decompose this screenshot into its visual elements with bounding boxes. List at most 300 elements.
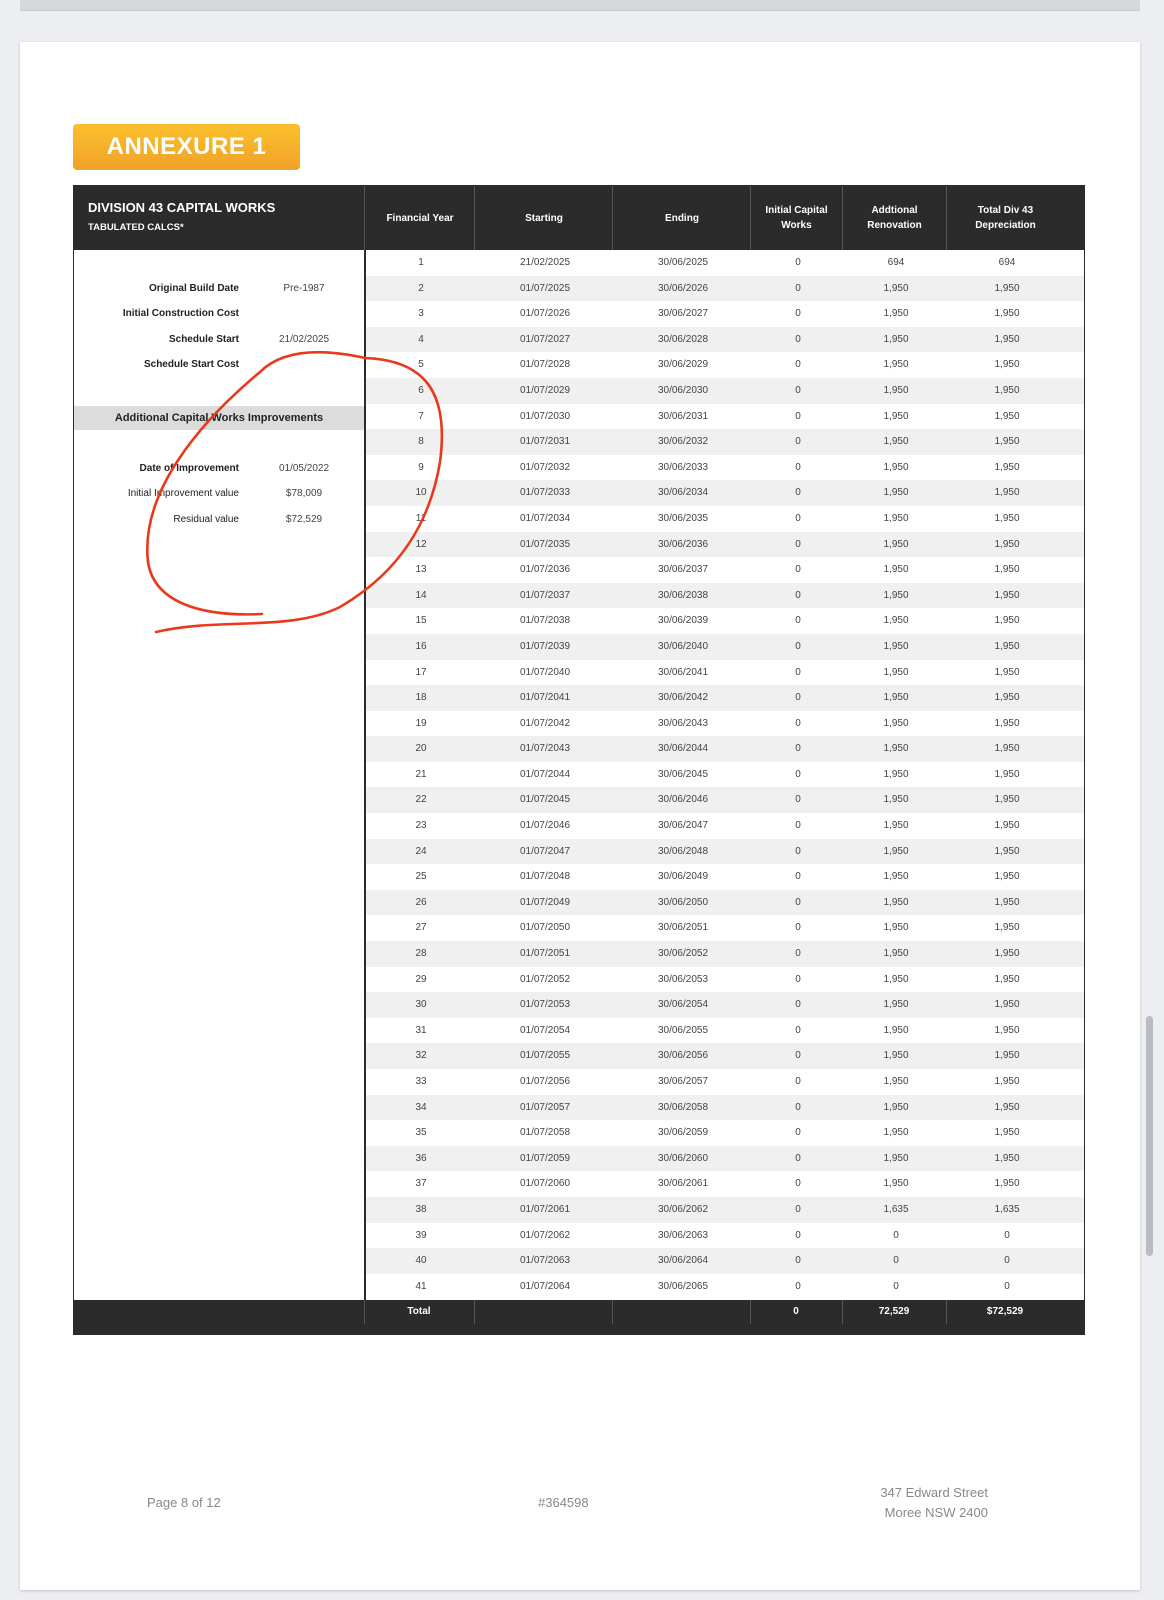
table-row (366, 1120, 1084, 1146)
total-separator (612, 1300, 613, 1324)
cell-additional-renovation: 1,950 (883, 1127, 909, 1139)
cell-ending: 30/06/2044 (657, 743, 709, 755)
cell-initial-capital-works: 0 (795, 384, 801, 396)
cell-year: 21 (415, 768, 427, 780)
cell-total-depreciation: 1,950 (994, 461, 1020, 473)
cell-total-depreciation: 1,950 (994, 359, 1020, 371)
cell-additional-renovation: 1,950 (883, 743, 909, 755)
cell-total-depreciation: 0 (1004, 1229, 1010, 1241)
cell-ending: 30/06/2062 (657, 1203, 709, 1215)
cell-initial-capital-works: 0 (795, 1229, 801, 1241)
cell-year: 38 (415, 1203, 427, 1215)
cell-additional-renovation: 1,950 (883, 308, 909, 320)
cell-year: 26 (415, 896, 427, 908)
total-separator (364, 1300, 365, 1324)
cell-total-depreciation: 694 (998, 257, 1016, 268)
cell-ending: 30/06/2061 (657, 1178, 709, 1190)
table-row (366, 608, 1084, 634)
cell-starting: 01/07/2062 (519, 1229, 571, 1241)
cell-total-depreciation: 1,950 (994, 948, 1020, 960)
table-row (366, 506, 1084, 532)
cell-ending: 30/06/2038 (657, 589, 709, 601)
table-row (366, 1197, 1084, 1223)
cell-additional-renovation: 1,950 (883, 436, 909, 448)
cell-starting: 01/07/2035 (519, 538, 571, 550)
total-row (74, 1300, 1084, 1334)
cell-additional-renovation: 1,950 (883, 768, 909, 780)
cell-total-depreciation: 1,950 (994, 794, 1020, 806)
cell-total-depreciation: 1,950 (994, 717, 1020, 729)
cell-total-depreciation: 1,950 (994, 1101, 1020, 1113)
cell-year: 1 (418, 257, 424, 268)
cell-year: 31 (415, 1024, 427, 1036)
table-row (366, 1248, 1084, 1274)
cell-starting: 01/07/2047 (519, 845, 571, 857)
cell-total-depreciation: 1,950 (994, 1152, 1020, 1164)
cell-ending: 30/06/2052 (657, 948, 709, 960)
cell-total-depreciation: 1,950 (994, 1127, 1020, 1139)
cell-year: 35 (415, 1127, 427, 1139)
cell-initial-capital-works: 0 (795, 743, 801, 755)
schedule-start-cost-label: Schedule Start Cost (143, 359, 239, 370)
table-row (366, 557, 1084, 583)
cell-year: 8 (418, 436, 424, 448)
cell-additional-renovation: 1,950 (883, 487, 909, 499)
cell-total-depreciation: 1,950 (994, 1178, 1020, 1190)
table-row (366, 685, 1084, 711)
cell-ending: 30/06/2025 (657, 257, 709, 268)
cell-year: 15 (415, 615, 427, 627)
cell-year: 2 (418, 282, 424, 294)
cell-additional-renovation: 1,950 (883, 1050, 909, 1062)
cell-ending: 30/06/2042 (657, 692, 709, 704)
cell-initial-capital-works: 0 (795, 512, 801, 524)
footer-reference: #364598 (538, 1495, 589, 1510)
cell-starting: 01/07/2040 (519, 666, 571, 678)
cell-starting: 01/07/2041 (519, 692, 571, 704)
cell-additional-renovation: 1,950 (883, 640, 909, 652)
cell-additional-renovation: 1,950 (883, 845, 909, 857)
cell-total-depreciation: 1,950 (994, 973, 1020, 985)
cell-initial-capital-works: 0 (795, 1101, 801, 1113)
cell-initial-capital-works: 0 (795, 1203, 801, 1215)
date-of-improvement-value: 01/05/2022 (278, 463, 330, 474)
cell-initial-capital-works: 0 (795, 1024, 801, 1036)
cell-total-depreciation: 1,950 (994, 922, 1020, 934)
cell-starting: 01/07/2052 (519, 973, 571, 985)
cell-initial-capital-works: 0 (795, 282, 801, 294)
table-row (366, 1223, 1084, 1249)
cell-initial-capital-works: 0 (795, 1076, 801, 1087)
table-row (366, 967, 1084, 993)
cell-starting: 01/07/2033 (519, 487, 571, 499)
cell-additional-renovation: 1,950 (883, 615, 909, 627)
cell-initial-capital-works: 0 (795, 487, 801, 499)
table-row (366, 378, 1084, 404)
cell-ending: 30/06/2058 (657, 1101, 709, 1113)
cell-additional-renovation: 1,950 (883, 717, 909, 729)
cell-initial-capital-works: 0 (795, 973, 801, 985)
table-row (366, 762, 1084, 788)
cell-ending: 30/06/2047 (657, 820, 709, 832)
cell-year: 25 (415, 871, 427, 883)
cell-total-depreciation: 1,950 (994, 333, 1020, 345)
cell-additional-renovation: 1,950 (883, 692, 909, 704)
cell-starting: 01/07/2038 (519, 615, 571, 627)
cell-additional-renovation: 1,950 (883, 538, 909, 550)
initial-construction-cost-label: Initial Construction Cost (122, 308, 239, 319)
cell-ending: 30/06/2048 (657, 845, 709, 857)
schedule-start-label: Schedule Start (168, 334, 239, 345)
cell-ending: 30/06/2037 (657, 564, 709, 576)
schedule-start-value: 21/02/2025 (278, 334, 330, 345)
cell-ending: 30/06/2059 (657, 1127, 709, 1139)
cell-total-depreciation: 1,950 (994, 820, 1020, 832)
cell-additional-renovation: 1,950 (883, 1076, 909, 1087)
cell-year: 41 (415, 1280, 427, 1292)
date-of-improvement-label: Date of Improvement (139, 463, 239, 474)
cell-starting: 01/07/2057 (519, 1101, 571, 1113)
cell-additional-renovation: 1,950 (883, 461, 909, 473)
cell-additional-renovation: 1,950 (883, 820, 909, 832)
table-row (366, 787, 1084, 813)
cell-total-depreciation: 1,950 (994, 564, 1020, 576)
cell-ending: 30/06/2032 (657, 436, 709, 448)
table-row (366, 992, 1084, 1018)
cell-starting: 21/02/2025 (519, 257, 571, 268)
residual-value-label: Residual value (173, 514, 239, 525)
cell-starting: 01/07/2045 (519, 794, 571, 806)
cell-additional-renovation: 0 (893, 1229, 899, 1241)
cell-ending: 30/06/2065 (657, 1280, 709, 1292)
cell-initial-capital-works: 0 (795, 922, 801, 934)
cell-starting: 01/07/2046 (519, 820, 571, 832)
table-row (366, 1043, 1084, 1069)
additional-capital-works-heading: Additional Capital Works Improvements (74, 406, 364, 430)
cell-additional-renovation: 1,950 (883, 333, 909, 345)
cell-total-depreciation: 1,950 (994, 1076, 1020, 1087)
table-subtitle: TABULATED CALCS* (88, 222, 184, 233)
cell-initial-capital-works: 0 (795, 436, 801, 448)
cell-ending: 30/06/2027 (657, 308, 709, 320)
cell-initial-capital-works: 0 (795, 1280, 801, 1292)
cell-starting: 01/07/2026 (519, 308, 571, 320)
cell-additional-renovation: 1,950 (883, 359, 909, 371)
cell-year: 34 (415, 1101, 427, 1113)
cell-initial-capital-works: 0 (795, 999, 801, 1011)
cell-year: 10 (415, 487, 427, 499)
cell-starting: 01/07/2036 (519, 564, 571, 576)
cell-year: 24 (415, 845, 427, 857)
cell-additional-renovation: 1,950 (883, 589, 909, 601)
cell-additional-renovation: 1,950 (883, 564, 909, 576)
footer-address-line1: 347 Edward Street (880, 1485, 988, 1500)
cell-additional-renovation: 0 (893, 1255, 899, 1267)
cell-additional-renovation: 1,950 (883, 1152, 909, 1164)
cell-total-depreciation: 1,950 (994, 589, 1020, 601)
cell-additional-renovation: 1,950 (883, 384, 909, 396)
cell-starting: 01/07/2029 (519, 384, 571, 396)
cell-initial-capital-works: 0 (795, 333, 801, 345)
cell-year: 39 (415, 1229, 427, 1241)
cell-additional-renovation: 0 (893, 1280, 899, 1292)
cell-starting: 01/07/2028 (519, 359, 571, 371)
table-row (366, 583, 1084, 609)
cell-ending: 30/06/2028 (657, 333, 709, 345)
total-label: Total (407, 1306, 431, 1317)
cell-starting: 01/07/2030 (519, 410, 571, 422)
cell-total-depreciation: 1,950 (994, 487, 1020, 499)
cell-year: 22 (415, 794, 427, 806)
cell-total-depreciation: 1,950 (994, 768, 1020, 780)
original-build-date-label: Original Build Date (148, 283, 239, 294)
cell-year: 3 (418, 308, 424, 320)
cell-additional-renovation: 1,950 (883, 1101, 909, 1113)
cell-total-depreciation: 1,950 (994, 692, 1020, 704)
cell-year: 20 (415, 743, 427, 755)
cell-total-depreciation: 1,950 (994, 640, 1020, 652)
cell-year: 19 (415, 717, 427, 729)
cell-additional-renovation: 1,950 (883, 999, 909, 1011)
cell-ending: 30/06/2055 (657, 1024, 709, 1036)
cell-starting: 01/07/2039 (519, 640, 571, 652)
cell-ending: 30/06/2041 (657, 666, 709, 678)
cell-initial-capital-works: 0 (795, 794, 801, 806)
cell-year: 36 (415, 1152, 427, 1164)
annexure-badge: ANNEXURE 1 (73, 124, 300, 170)
capital-works-table (73, 185, 1085, 1335)
table-row (366, 352, 1084, 378)
cell-ending: 30/06/2045 (657, 768, 709, 780)
table-row (366, 429, 1084, 455)
cell-additional-renovation: 1,950 (883, 794, 909, 806)
cell-initial-capital-works: 0 (795, 308, 801, 320)
cell-additional-renovation: 1,950 (883, 1024, 909, 1036)
cell-additional-renovation: 1,950 (883, 1178, 909, 1190)
cell-year: 16 (415, 640, 427, 652)
cell-year: 6 (418, 384, 424, 396)
cell-initial-capital-works: 0 (795, 1050, 801, 1062)
cell-year: 12 (415, 538, 427, 550)
table-row (366, 941, 1084, 967)
cell-initial-capital-works: 0 (795, 948, 801, 960)
total-depreciation: $72,529 (986, 1306, 1024, 1317)
cell-total-depreciation: 1,950 (994, 1050, 1020, 1062)
table-row (366, 301, 1084, 327)
cell-additional-renovation: 1,950 (883, 896, 909, 908)
viewer-top-edge (20, 0, 1140, 11)
cell-total-depreciation: 1,950 (994, 845, 1020, 857)
cell-starting: 01/07/2043 (519, 743, 571, 755)
cell-starting: 01/07/2049 (519, 896, 571, 908)
cell-starting: 01/07/2050 (519, 922, 571, 934)
cell-ending: 30/06/2043 (657, 717, 709, 729)
initial-improvement-value-label: Initial Improvement value (127, 488, 239, 499)
cell-ending: 30/06/2039 (657, 615, 709, 627)
cell-initial-capital-works: 0 (795, 564, 801, 576)
cell-additional-renovation: 1,950 (883, 948, 909, 960)
cell-starting: 01/07/2031 (519, 436, 571, 448)
cell-starting: 01/07/2059 (519, 1152, 571, 1164)
cell-starting: 01/07/2032 (519, 461, 571, 473)
residual-value: $72,529 (285, 514, 323, 525)
cell-additional-renovation: 1,635 (883, 1203, 909, 1215)
cell-year: 27 (415, 922, 427, 934)
col-ending: Ending (612, 186, 751, 250)
cell-year: 14 (415, 589, 427, 601)
table-row (366, 711, 1084, 737)
table-row (366, 890, 1084, 916)
cell-year: 32 (415, 1050, 427, 1062)
cell-ending: 30/06/2056 (657, 1050, 709, 1062)
cell-additional-renovation: 1,950 (883, 666, 909, 678)
cell-total-depreciation: 1,950 (994, 538, 1020, 550)
cell-initial-capital-works: 0 (795, 871, 801, 883)
cell-ending: 30/06/2033 (657, 461, 709, 473)
depreciation-rows (366, 250, 1084, 1299)
cell-initial-capital-works: 0 (795, 768, 801, 780)
table-row (366, 1095, 1084, 1121)
cell-ending: 30/06/2040 (657, 640, 709, 652)
cell-total-depreciation: 1,950 (994, 615, 1020, 627)
table-row (366, 327, 1084, 353)
cell-initial-capital-works: 0 (795, 717, 801, 729)
col-total-depreciation: Total Div 43 Depreciation (946, 186, 1064, 250)
cell-year: 30 (415, 999, 427, 1011)
cell-total-depreciation: 1,950 (994, 666, 1020, 678)
vertical-scrollbar[interactable] (1146, 1016, 1153, 1256)
cell-initial-capital-works: 0 (795, 461, 801, 473)
table-row (366, 864, 1084, 890)
cell-starting: 01/07/2027 (519, 333, 571, 345)
table-row (366, 1146, 1084, 1172)
table-row (366, 1069, 1084, 1095)
cell-total-depreciation: 0 (1004, 1280, 1010, 1292)
cell-ending: 30/06/2064 (657, 1255, 709, 1267)
table-header (74, 186, 1084, 250)
initial-improvement-value: $78,009 (285, 488, 323, 499)
cell-starting: 01/07/2042 (519, 717, 571, 729)
cell-ending: 30/06/2049 (657, 871, 709, 883)
table-row (366, 480, 1084, 506)
col-financial-year: Financial Year (364, 186, 475, 250)
cell-starting: 01/07/2025 (519, 282, 571, 294)
cell-starting: 01/07/2056 (519, 1076, 571, 1087)
cell-year: 4 (418, 333, 424, 345)
table-row (366, 736, 1084, 762)
cell-ending: 30/06/2034 (657, 487, 709, 499)
col-starting: Starting (474, 186, 613, 250)
cell-starting: 01/07/2060 (519, 1178, 571, 1190)
cell-ending: 30/06/2050 (657, 896, 709, 908)
cell-total-depreciation: 1,950 (994, 410, 1020, 422)
cell-ending: 30/06/2031 (657, 410, 709, 422)
cell-total-depreciation: 1,635 (994, 1203, 1020, 1215)
cell-year: 37 (415, 1178, 427, 1190)
cell-total-depreciation: 1,950 (994, 896, 1020, 908)
cell-ending: 30/06/2060 (657, 1152, 709, 1164)
cell-initial-capital-works: 0 (795, 1127, 801, 1139)
cell-starting: 01/07/2063 (519, 1255, 571, 1267)
footer-page-number: Page 8 of 12 (147, 1495, 221, 1510)
cell-initial-capital-works: 0 (795, 589, 801, 601)
cell-year: 11 (415, 512, 427, 524)
cell-year: 17 (415, 666, 427, 678)
cell-initial-capital-works: 0 (795, 845, 801, 857)
cell-additional-renovation: 1,950 (883, 410, 909, 422)
table-row (366, 813, 1084, 839)
cell-ending: 30/06/2030 (657, 384, 709, 396)
cell-additional-renovation: 1,950 (883, 282, 909, 294)
document-page (20, 42, 1140, 1590)
cell-total-depreciation: 1,950 (994, 384, 1020, 396)
cell-starting: 01/07/2037 (519, 589, 571, 601)
cell-initial-capital-works: 0 (795, 410, 801, 422)
cell-additional-renovation: 1,950 (883, 871, 909, 883)
cell-initial-capital-works: 0 (795, 820, 801, 832)
cell-year: 28 (415, 948, 427, 960)
cell-additional-renovation: 1,950 (883, 512, 909, 524)
col-initial-capital-works: Initial Capital Works (750, 186, 842, 250)
cell-starting: 01/07/2064 (519, 1280, 571, 1292)
cell-ending: 30/06/2057 (657, 1076, 709, 1087)
cell-total-depreciation: 1,950 (994, 436, 1020, 448)
table-row (366, 1171, 1084, 1197)
cell-total-depreciation: 1,950 (994, 743, 1020, 755)
cell-total-depreciation: 1,950 (994, 512, 1020, 524)
table-row (366, 1018, 1084, 1044)
cell-total-depreciation: 1,950 (994, 308, 1020, 320)
cell-starting: 01/07/2054 (519, 1024, 571, 1036)
cell-starting: 01/07/2053 (519, 999, 571, 1011)
table-row (366, 1274, 1084, 1300)
cell-total-depreciation: 0 (1004, 1255, 1010, 1267)
cell-ending: 30/06/2036 (657, 538, 709, 550)
cell-initial-capital-works: 0 (795, 640, 801, 652)
cell-year: 9 (418, 461, 424, 473)
cell-initial-capital-works: 0 (795, 666, 801, 678)
cell-initial-capital-works: 0 (795, 538, 801, 550)
footer-address-line2: Moree NSW 2400 (884, 1505, 988, 1520)
cell-additional-renovation: 1,950 (883, 973, 909, 985)
cell-starting: 01/07/2051 (519, 948, 571, 960)
total-additional-renovation: 72,529 (878, 1306, 910, 1317)
table-title: DIVISION 43 CAPITAL WORKS (88, 200, 276, 215)
table-row (366, 915, 1084, 941)
cell-ending: 30/06/2054 (657, 999, 709, 1011)
total-separator (474, 1300, 475, 1324)
cell-total-depreciation: 1,950 (994, 999, 1020, 1011)
cell-initial-capital-works: 0 (795, 896, 801, 908)
cell-starting: 01/07/2055 (519, 1050, 571, 1062)
cell-initial-capital-works: 0 (795, 1152, 801, 1164)
cell-initial-capital-works: 0 (795, 692, 801, 704)
cell-initial-capital-works: 0 (795, 1178, 801, 1190)
table-row (366, 839, 1084, 865)
col-additional-renovation: Addtional Renovation (842, 186, 946, 250)
table-row (366, 250, 1084, 276)
cell-initial-capital-works: 0 (795, 615, 801, 627)
cell-year: 13 (415, 564, 427, 576)
cell-ending: 30/06/2046 (657, 794, 709, 806)
cell-year: 33 (415, 1076, 427, 1087)
table-row (366, 634, 1084, 660)
cell-starting: 01/07/2044 (519, 768, 571, 780)
cell-ending: 30/06/2026 (657, 282, 709, 294)
cell-starting: 01/07/2061 (519, 1203, 571, 1215)
cell-year: 29 (415, 973, 427, 985)
total-initial-capital-works: 0 (793, 1306, 799, 1317)
